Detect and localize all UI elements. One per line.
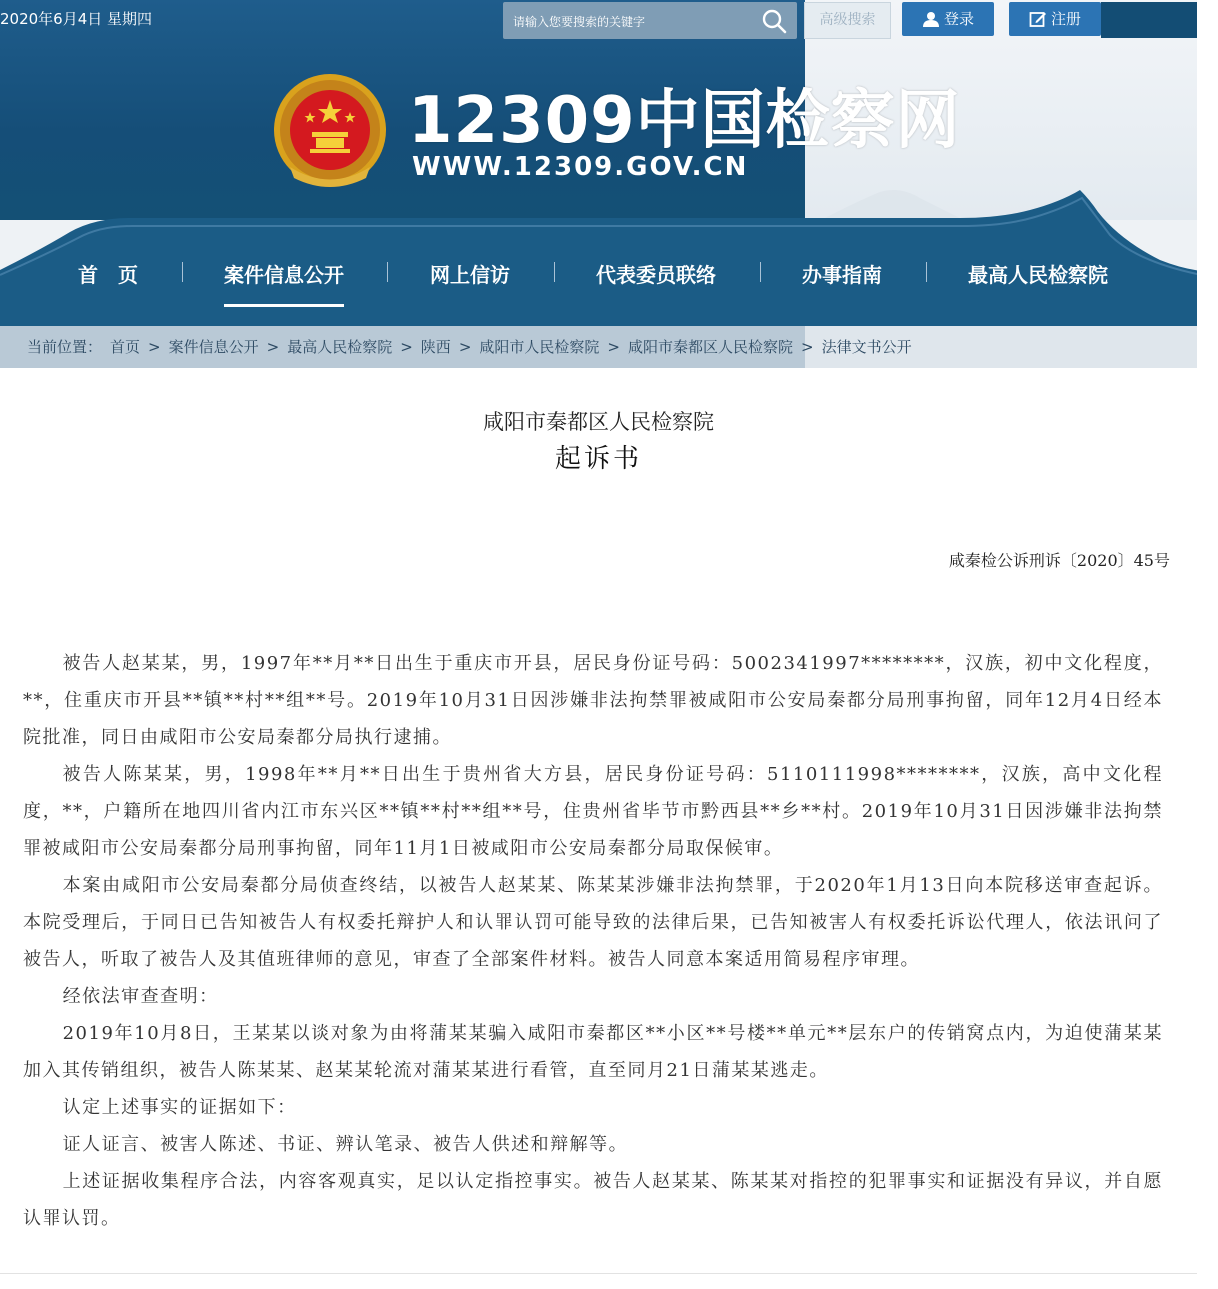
- document-title: 起诉书: [554, 444, 642, 474]
- breadcrumb-prefix: 当前位置：: [27, 338, 103, 356]
- nav-item-petition[interactable]: 网上信访: [430, 263, 510, 287]
- document-number: 咸秦检公诉刑诉〔2020〕45号: [948, 551, 1170, 570]
- site-header: [0, 0, 1197, 326]
- breadcrumb-current: 法律文书公开: [821, 338, 912, 356]
- login-label: 登录: [943, 10, 974, 28]
- breadcrumb-link-case-info[interactable]: 案件信息公开: [168, 338, 259, 356]
- document-area: [0, 368, 1197, 1273]
- page-bottom-divider: [0, 1273, 1218, 1274]
- document-paragraph: 经依法审查查明：: [62, 986, 219, 1007]
- breadcrumb-separator: >: [266, 338, 280, 356]
- nav-divider: [387, 262, 388, 282]
- search-box: [503, 2, 797, 39]
- breadcrumb-link-shaanxi[interactable]: 陕西: [420, 338, 451, 356]
- site-title: 12309中国检察网: [408, 84, 961, 158]
- document-paragraph: 被告人陈某某，男，1998年**月**日出生于贵州省大方县，居民身份证号码：5110111998********，汉族，高中文化程度，**，户籍所在地四川省内江市东兴区**镇**村**组**号，住贵州省毕节市黔西县**乡**村。2019年10月31日因涉嫌非法拘禁罪被咸阳市公安局秦都分局刑事拘留，同年11月1日被咸阳市公安局秦都分局取保候审。: [23, 764, 1163, 859]
- edit-icon: [1029, 10, 1047, 28]
- nav-divider: [182, 262, 183, 282]
- advanced-search-button[interactable]: 高级搜索: [804, 2, 891, 39]
- document-paragraph: 2019年10月8日，王某某以谈对象为由将蒲某某骗入咸阳市秦都区**小区**号楼**单元**层东户的传销窝点内，为迫使蒲某某加入其传销组织，被告人陈某某、赵某某轮流对蒲某某进行看管，直至同月21日蒲某某逃走。: [23, 1023, 1163, 1081]
- document-paragraph: 证人证言、被害人陈述、书证、辨认笔录、被告人供述和辩解等。: [62, 1134, 629, 1155]
- breadcrumb-separator: >: [801, 338, 814, 356]
- breadcrumb-link-qindu[interactable]: 咸阳市秦都区人民检察院: [627, 338, 793, 356]
- document-paragraph: 本案由咸阳市公安局秦都分局侦查终结，以被告人赵某某、陈某某涉嫌非法拘禁罪，于2020年1月13日向本院移送审查起诉。本院受理后，于同日已告知被告人有权委托辩护人和认罪认罚可能导致的法律后果，已告知被害人有权委托诉讼代理人，依法讯问了被告人，听取了被告人及其值班律师的意见，审查了全部案件材料。被告人同意本案适用简易程序审理。: [23, 875, 1163, 970]
- nav-item-service-guide[interactable]: 办事指南: [802, 263, 882, 287]
- breadcrumb: [0, 326, 1197, 368]
- register-button[interactable]: [1009, 2, 1101, 36]
- register-label: 注册: [1050, 10, 1081, 28]
- breadcrumb-link-xianyang[interactable]: 咸阳市人民检察院: [479, 338, 600, 356]
- nav-item-supreme-procuratorate[interactable]: 最高人民检察院: [968, 263, 1108, 287]
- document-organization: 咸阳市秦都区人民检察院: [483, 410, 714, 434]
- site-url: WWW.12309.GOV.CN: [412, 152, 749, 182]
- breadcrumb-separator: >: [400, 338, 413, 356]
- document-paragraph: 上述证据收集程序合法，内容客观真实，足以认定指控事实。被告人赵某某、陈某某对指控的犯罪事实和证据没有异议，并自愿认罪认罚。: [23, 1171, 1163, 1229]
- breadcrumb-link-home[interactable]: 首页: [110, 338, 141, 356]
- nav-item-deputy-liaison[interactable]: 代表委员联络: [596, 263, 716, 287]
- topbar-tail: [1101, 2, 1197, 38]
- breadcrumb-separator: >: [607, 338, 620, 356]
- login-button[interactable]: [902, 2, 994, 36]
- breadcrumb-separator: >: [458, 338, 472, 356]
- document-paragraph: 认定上述事实的证据如下：: [62, 1097, 297, 1118]
- document-paragraph: 被告人赵某某，男，1997年**月**日出生于重庆市开县，居民身份证号码：5002341997********，汉族，初中文化程度，**，住重庆市开县**镇**村**组**号。2019年10月31日因涉嫌非法拘禁罪被咸阳市公安局秦都分局刑事拘留，同年12月4日经本院批准，同日由咸阳市公安局秦都分局执行逮捕。: [23, 653, 1164, 748]
- document-body: [23, 645, 1163, 1237]
- breadcrumb-separator: >: [148, 338, 161, 356]
- search-icon[interactable]: [761, 8, 787, 34]
- procuratorate-emblem-icon[interactable]: [270, 72, 390, 192]
- nav-item-case-info[interactable]: 案件信息公开: [224, 250, 344, 300]
- breadcrumb-row: [27, 326, 912, 368]
- nav-divider: [554, 262, 555, 282]
- breadcrumb-link-supreme[interactable]: 最高人民检察院: [287, 338, 393, 356]
- nav-item-home[interactable]: 首 页: [78, 263, 138, 287]
- search-input[interactable]: [511, 2, 755, 41]
- nav-divider: [760, 262, 761, 282]
- right-gutter: [1197, 0, 1218, 1289]
- user-icon: [922, 10, 940, 28]
- current-date: 2020年6月4日 星期四: [0, 10, 153, 28]
- main-nav: [0, 250, 1197, 310]
- nav-divider: [926, 262, 927, 282]
